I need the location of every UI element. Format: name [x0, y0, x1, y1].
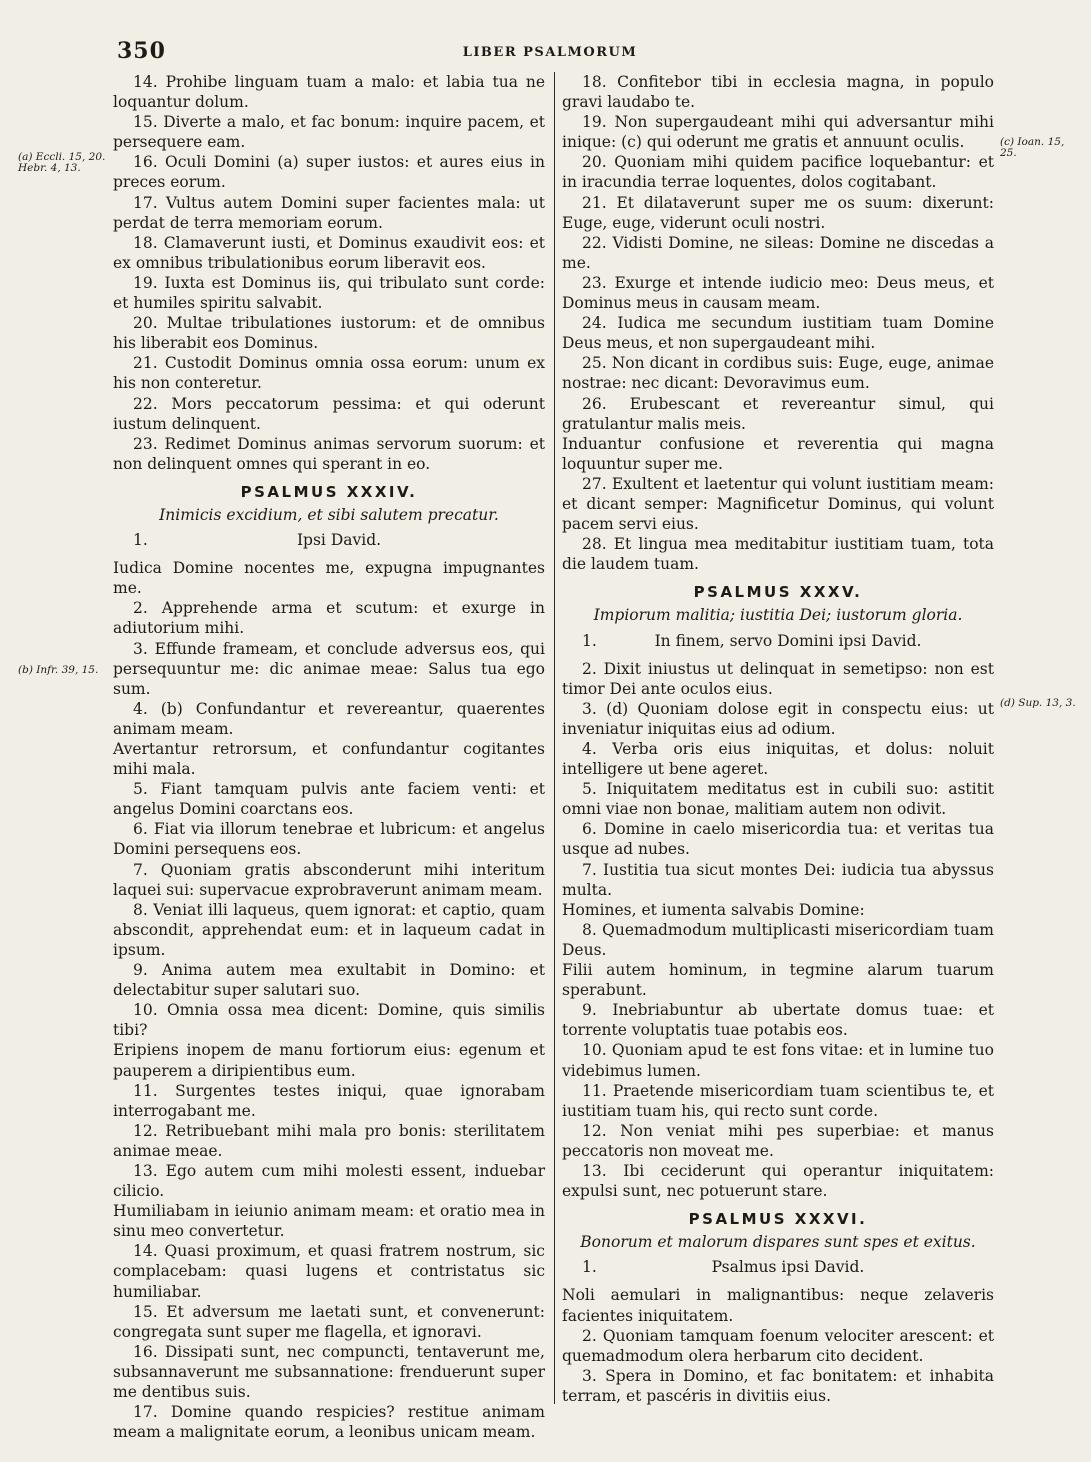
verse: 11. Surgentes testes iniqui, quae ignorabam interrogabant me.	[113, 1081, 545, 1120]
verse: 25. Non dicant in cordibus suis: Euge, euge, animae nostrae: nec dicant: Devoravimus eum.	[562, 354, 994, 393]
right-verses-psalm3	[562, 1285, 994, 1406]
superscription-text: Psalmus ipsi David.	[711, 1258, 865, 1277]
verse: Homines, et iumenta salvabis Domine:	[562, 900, 865, 919]
verse: 16. Dissipati sunt, nec compuncti, tentaverunt me, subsannaverunt me subsannatione: frenduerunt super me dentibus suis.	[113, 1342, 545, 1401]
left-column	[113, 72, 545, 1442]
verse: 6. Domine in caelo misericordia tua: et veritas tua usque ad nubes.	[562, 820, 994, 859]
running-head: LIBER PSALMORUM	[462, 45, 638, 60]
verse: 18. Confitebor tibi in ecclesia magna, in populo gravi laudabo te.	[562, 73, 994, 112]
psalm-subtitle: Impiorum malitia; iustitia Dei; iustorum gloria.	[593, 606, 963, 625]
verse: 23. Redimet Dominus animas servorum suorum: et non delinquent omnes qui sperant in eo.	[113, 434, 545, 473]
verse: 24. Iudica me secundum iustitiam tuam Domine Deus meus, et non supergaudeant mihi.	[562, 314, 994, 353]
verse: Noli aemulari in malignantibus: neque zelaveris facientes iniquitatem.	[562, 1286, 994, 1325]
verse: 17. Domine quando respicies? restitue animam meam a malignitate eorum, a leonibus unicam meam.	[113, 1403, 545, 1442]
verse: 13. Ibi ceciderunt qui operantur iniquitatem: expulsi sunt, nec potuerunt stare.	[562, 1161, 994, 1201]
verse: Humiliabam in ieiunio animam meam: et oratio mea in sinu meo convertetur.	[113, 1202, 545, 1241]
right-column	[562, 72, 994, 1406]
verse: 4. (b) Confundantur et revereantur, quaerentes animam meam.	[113, 699, 545, 738]
verse: 2. Quoniam tamquam foenum velociter arescent: et quemadmodum olera herbarum cito decident.	[562, 1326, 994, 1365]
verse: 28. Et lingua mea meditabitur iustitiam tuam, tota die laudem tuam.	[562, 535, 994, 574]
verse: 27. Exultent et laetentur qui volunt iustitiam meam: et dicant semper: Magnificetur Dominus, qui volunt pacem servi eius.	[562, 474, 994, 534]
verse: 12. Retribuebant mihi mala pro bonis: sterilitatem animae meae.	[113, 1121, 545, 1160]
verse: 22. Mors peccatorum pessima: et qui oderunt iustum delinquent.	[113, 394, 545, 433]
psalm-title: PSALMUS XXXV.	[693, 583, 863, 602]
verse: 10. Quoniam apud te est fons vitae: et in lumine tuo videbimus lumen.	[562, 1041, 994, 1080]
margin-note-d: (d) Sup. 13, 3.	[1000, 697, 1076, 709]
verse: 12. Non veniat mihi pes superbiae: et manus peccatoris non moveat me.	[562, 1121, 994, 1160]
left-verses-top	[113, 72, 545, 474]
verse: 13. Ego autem cum mihi molesti essent, induebar cilicio.	[113, 1161, 545, 1201]
verse: 5. Fiant tamquam pulvis ante faciem venti: et angelus Domini coarctans eos.	[113, 780, 545, 819]
verse: 2. Dixit iniustus ut delinquat in semetipso: non est timor Dei ante oculos eius.	[562, 659, 994, 698]
verse: 3. (d) Quoniam dolose egit in conspectu eius: ut inveniatur iniquitas eius ad odium.	[562, 699, 994, 738]
psalm-subtitle: Inimicis excidium, et sibi salutem precatur.	[159, 505, 499, 524]
psalm-title: PSALMUS XXXIV.	[240, 482, 418, 501]
verse: 26. Erubescant et revereantur simul, qui gratulantur malis meis.	[562, 394, 994, 433]
verse: Induantur confusione et reverentia qui magna loquuntur super me.	[562, 434, 994, 473]
verse-number: 1.	[582, 631, 597, 650]
verse: 14. Prohibe linguam tuam a malo: et labia tua ne loquantur dolum.	[113, 73, 545, 112]
right-verses-top	[562, 72, 994, 574]
margin-note-a: (a) Eccli. 15, 20. Hebr. 4, 13.	[18, 151, 106, 174]
psalm-superscription	[113, 530, 545, 550]
verse: 6. Fiat via illorum tenebrae et lubricum: et angelus Domini persequens eos.	[113, 820, 545, 859]
superscription-text: Ipsi David.	[296, 531, 382, 550]
verse: 3. Spera in Domino, et fac bonitatem: et inhabita terram, et pascéris in divitiis eius.	[562, 1366, 994, 1405]
verse: 7. Iustitia tua sicut montes Dei: iudicia tua abyssus multa.	[562, 860, 994, 899]
verse: 5. Iniquitatem meditatus est in cubili suo: astitit omni viae non bonae, malitiam autem non odivit.	[562, 780, 994, 819]
verse: 9. Inebriabuntur ab ubertate domus tuae: et torrente voluptatis tuae potabis eos.	[562, 1001, 994, 1040]
verse: 16. Oculi Domini (a) super iustos: et aures eius in preces eorum.	[113, 153, 545, 192]
verse: 10. Omnia ossa mea dicent: Domine, quis similis tibi?	[113, 1001, 545, 1040]
verse: 22. Vidisti Domine, ne sileas: Domine ne discedas a me.	[562, 233, 994, 272]
verse: 11. Praetende misericordiam tuam scientibus te, et iustitiam tuam his, qui recto sunt corde.	[562, 1081, 994, 1120]
left-verses-psalm	[113, 558, 545, 1442]
verse: 23. Exurge et intende iudicio meo: Deus meus, et Dominus meus in causam meam.	[562, 273, 994, 313]
superscription-text: In finem, servo Domini ipsi David.	[654, 631, 922, 650]
verse: Avertantur retrorsum, et confundantur cogitantes mihi mala.	[113, 740, 545, 779]
verse: 8. Veniat illi laqueus, quem ignorat: et captio, quam abscondit, apprehendat eum: et in laqueum cadat in ipsum.	[113, 900, 545, 959]
verse: 15. Et adversum me laetati sunt, et convenerunt: congregata sunt super me flagella, et ignoravi.	[113, 1302, 545, 1341]
verse: 3. Effunde frameam, et conclude adversus eos, qui persequuntur me: dic animae meae: Salus tua ego sum.	[113, 639, 545, 698]
verse: 18. Clamaverunt iusti, et Dominus exaudivit eos: et ex omnibus tribulationibus eorum liberavit eos.	[113, 233, 545, 272]
page-number: 350	[117, 38, 166, 64]
psalm-superscription	[562, 631, 994, 651]
psalm-title: PSALMUS XXXVI.	[688, 1210, 868, 1229]
psalm-subtitle: Bonorum et malorum dispares sunt spes et exitus.	[580, 1233, 976, 1252]
margin-note-b: (b) Infr. 39, 15.	[18, 664, 99, 676]
verse: 9. Anima autem mea exultabit in Domino: et delectabitur super salutari suo.	[113, 961, 545, 1000]
verse: 8. Quemadmodum multiplicasti misericordiam tuam Deus.	[562, 920, 994, 959]
verse: 21. Custodit Dominus omnia ossa eorum: unum ex his non conteretur.	[113, 354, 545, 393]
verse: 15. Diverte a malo, et fac bonum: inquire pacem, et persequere eam.	[113, 113, 545, 152]
verse: 20. Multae tribulationes iustorum: et de omnibus his liberabit eos Dominus.	[113, 314, 545, 353]
verse: 19. Non supergaudeant mihi qui adversantur mihi inique: (c) qui oderunt me gratis et annuunt oculis.	[562, 113, 994, 152]
verse: Iudica Domine nocentes me, expugna impugnantes me.	[113, 559, 545, 598]
verse: 20. Quoniam mihi quidem pacifice loquebantur: et in iracundia terrae loquentes, dolos cogitabant.	[562, 153, 994, 192]
verse: 7. Quoniam gratis absconderunt mihi interitum laquei sui: supervacue exprobraverunt animam meam.	[113, 860, 545, 899]
right-verses-psalm2	[562, 659, 994, 1202]
verse: 2. Apprehende arma et scutum: et exurge in adiutorium mihi.	[113, 599, 545, 638]
verse: 21. Et dilataverunt super me os suum: dixerunt: Euge, euge, viderunt oculi nostri.	[562, 193, 994, 232]
margin-note-c: (c) Ioan. 15, 25.	[1000, 136, 1065, 159]
psalm-superscription	[562, 1257, 994, 1277]
verse: 17. Vultus autem Domini super facientes mala: ut perdat de terra memoriam eorum.	[113, 193, 545, 232]
verse: Filii autem hominum, in tegmine alarum tuarum sperabunt.	[562, 961, 994, 1000]
verse: 14. Quasi proximum, et quasi fratrem nostrum, sic complacebam: quasi lugens et contristatus sic humiliabar.	[113, 1242, 545, 1301]
verse-number: 1.	[133, 531, 148, 550]
verse: 19. Iuxta est Dominus iis, qui tribulato sunt corde: et humiles spiritu salvabit.	[113, 273, 545, 313]
verse: Eripiens inopem de manu fortiorum eius: egenum et pauperem a diripientibus eum.	[113, 1041, 545, 1080]
verse-number: 1.	[582, 1258, 597, 1277]
verse: 4. Verba oris eius iniquitas, et dolus: noluit intelligere ut bene ageret.	[562, 740, 994, 779]
column-divider	[554, 72, 555, 1404]
